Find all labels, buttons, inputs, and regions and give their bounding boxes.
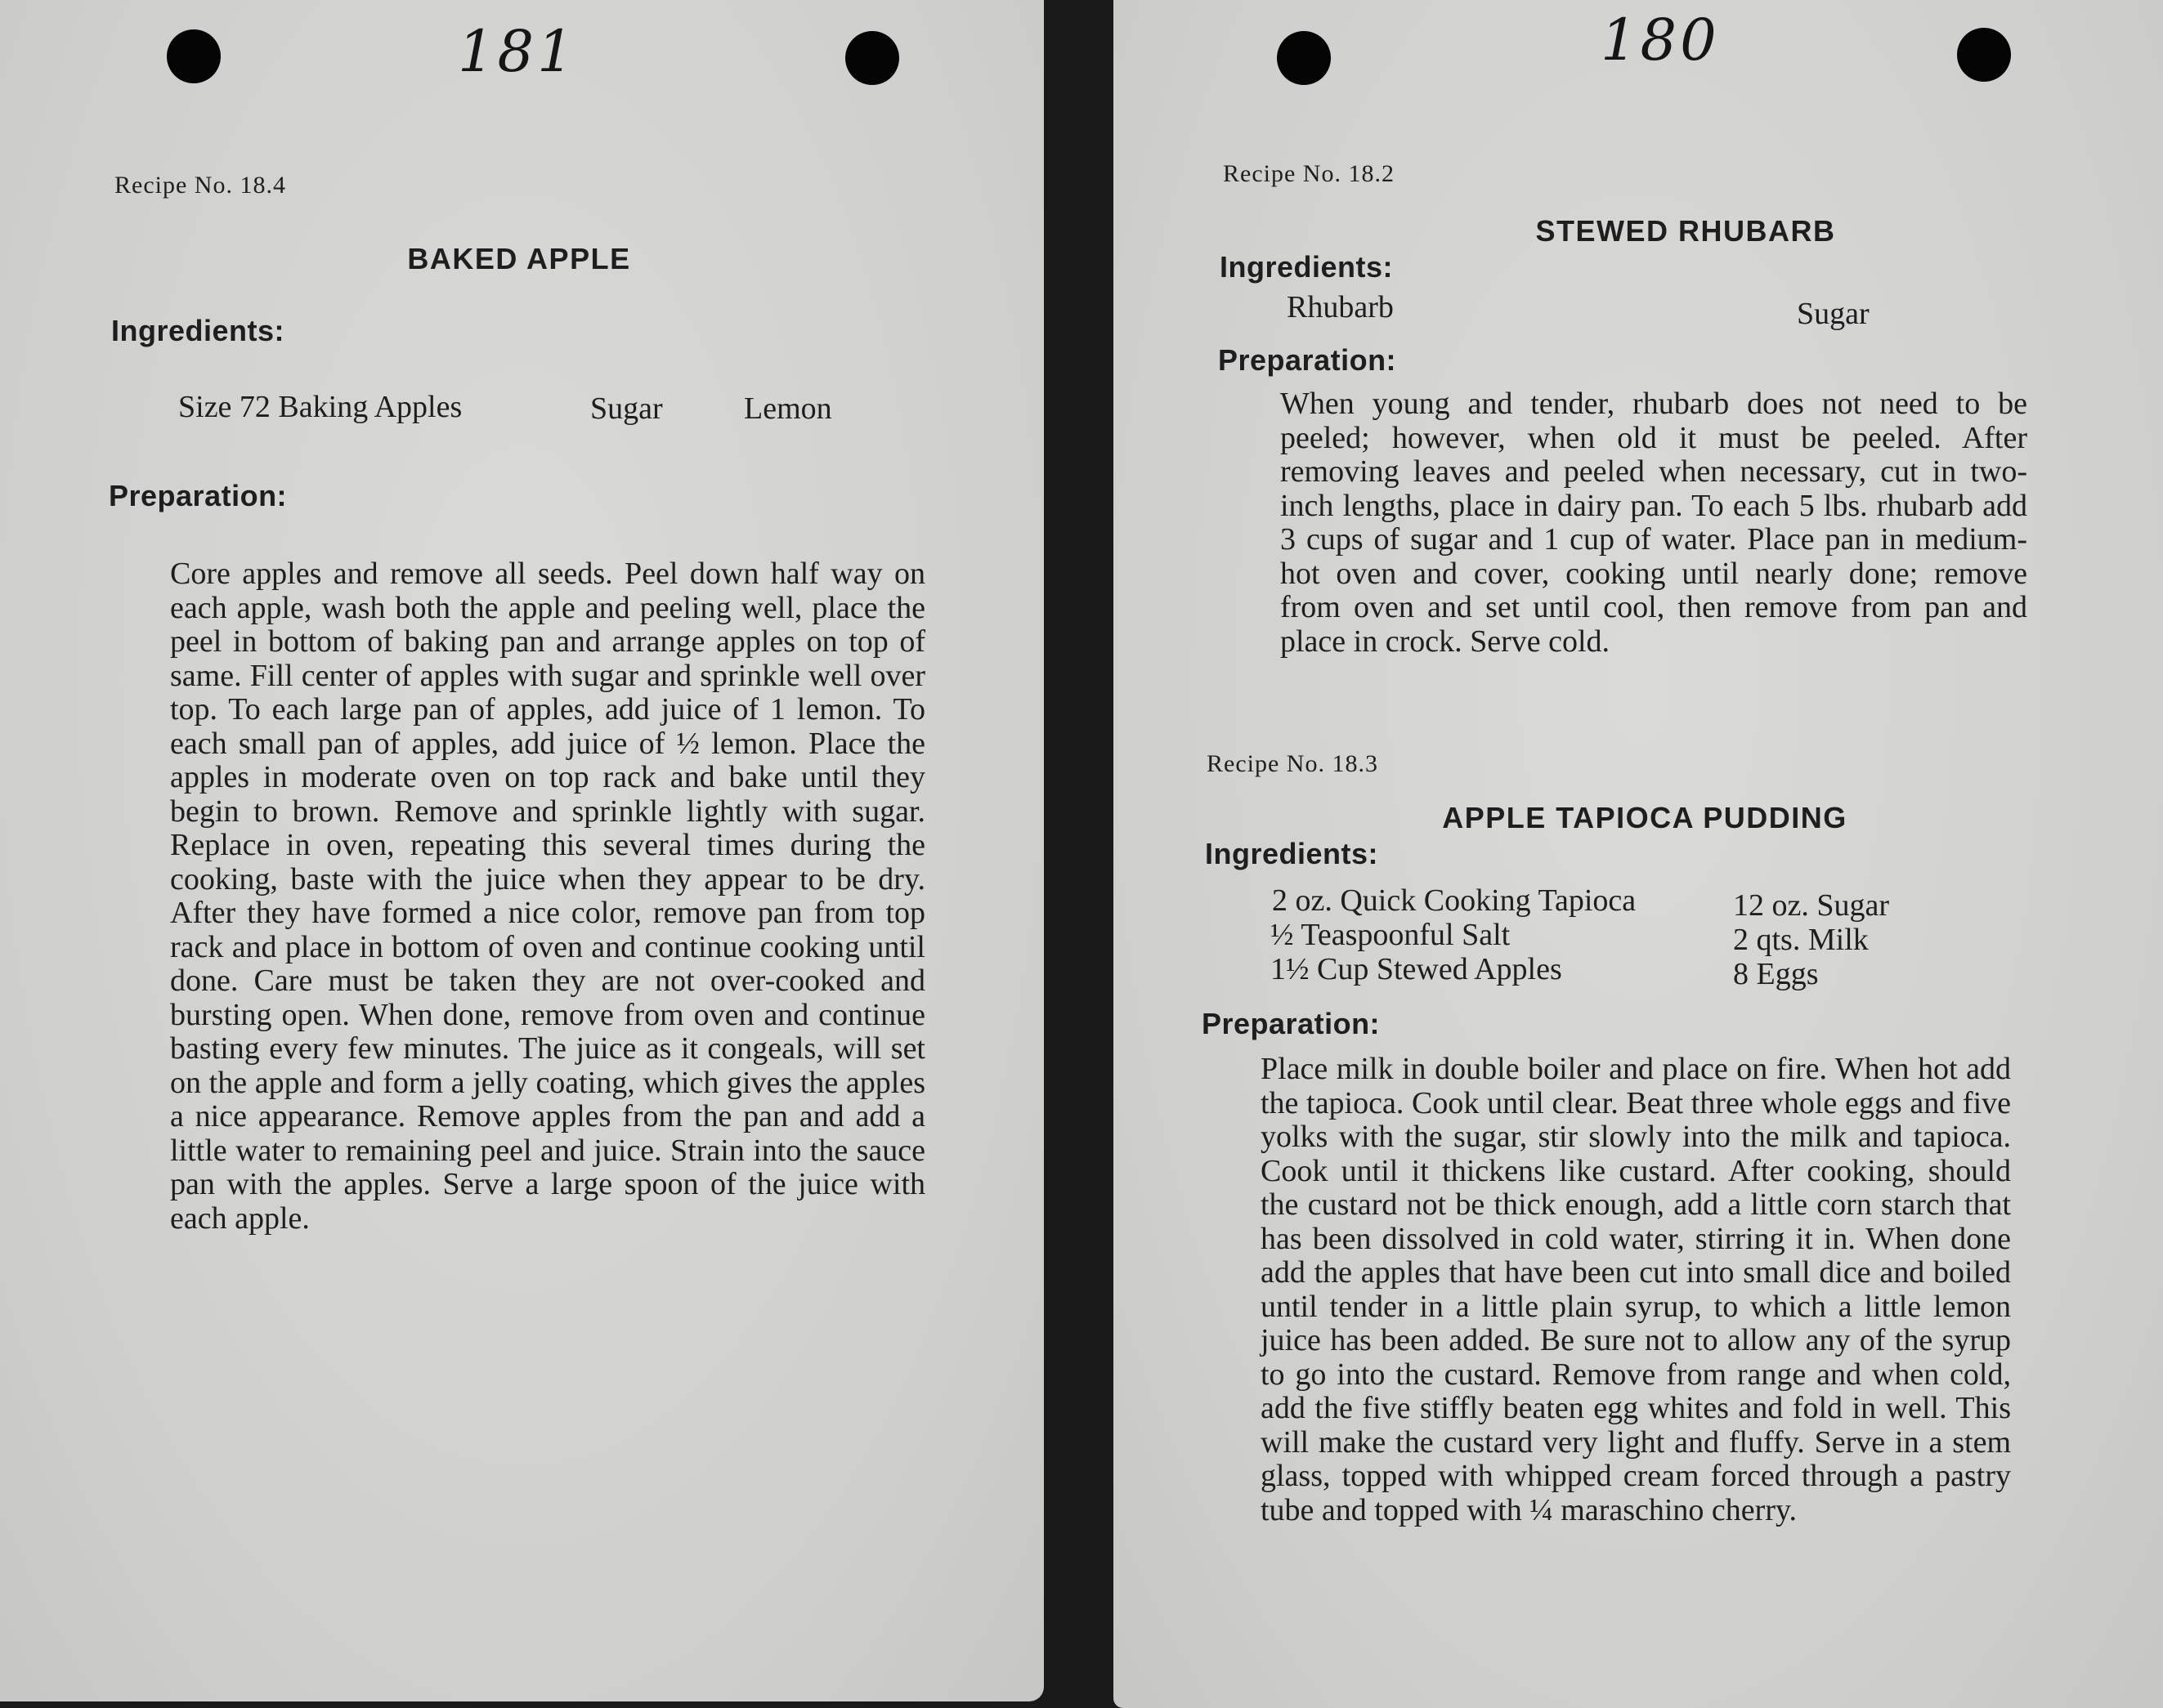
- ingredients-heading: Ingredients:: [1205, 837, 1379, 870]
- punch-hole-left: [167, 29, 221, 83]
- recipe-number: Recipe No. 18.2: [1223, 160, 1395, 187]
- preparation-text: Core apples and remove all seeds. Peel down half way on each apple, wash both the apple and peeling well, place the peel in bottom of baking pan and arrange apples on top of same. Fill center of apples with sugar and sprinkle well over top. To each large pan of apples, add juice of 1 lemon. To each small pan of apples, add juice of ½ lemon. Place the apples in moderate oven on top rack and bake until they begin to brown. Remove and sprinkle lightly with sugar. Replace in oven, repeating this several times during the cooking, baste with the juice when they appear to be dry. After they have formed a nice color, remove pan from top rack and place in bottom of oven and continue cooking until done. Care must be taken they are not over-cooked and bursting open. When done, remove from oven and continue basting every few minutes. The juice as it congeals, will set on the apple and form a jelly coating, which gives the apples a nice appearance. Remove apples from the pan and add a little water to remaining peel and juice. Strain into the sauce pan with the apples. Serve a large spoon of the juice with each apple.: [170, 557, 925, 1236]
- ingredient-item: 2 qts. Milk: [1733, 923, 1869, 957]
- recipe-number: Recipe No. 18.3: [1207, 750, 1378, 777]
- ingredient-item: 2 oz. Quick Cooking Tapioca: [1272, 883, 1637, 918]
- preparation-text: When young and tender, rhubarb does not need to be peeled; however, when old it must be peeled. After removing leaves and peeled when necessary, cut in two-inch lengths, place in dairy pan. To each 5 lbs. rhubarb add 3 cups of sugar and 1 cup of water. Place pan in medium-hot oven and cover, cooking until nearly done; remove from oven and set until cool, then remove from pan and place in crock. Serve cold.: [1280, 387, 2027, 659]
- preparation-heading: Preparation:: [1218, 343, 1397, 377]
- ingredients-heading: Ingredients:: [111, 314, 285, 347]
- ingredient-item: 8 Eggs: [1733, 957, 1819, 991]
- punch-hole-left: [1277, 31, 1331, 85]
- ingredient-item: Rhubarb: [1287, 290, 1394, 324]
- ingredient-item: 12 oz. Sugar: [1733, 888, 1890, 923]
- ingredient-item: Sugar: [1797, 297, 1870, 331]
- preparation-heading: Preparation:: [1202, 1007, 1381, 1040]
- page-number: 180: [1601, 7, 1720, 74]
- recipe-card-left: [0, 0, 1044, 1701]
- page-number: 181: [458, 18, 577, 85]
- recipe-title: APPLE TAPIOCA PUDDING: [1442, 801, 1847, 834]
- ingredient-item: Sugar: [590, 391, 663, 426]
- ingredient-item: Size 72 Baking Apples: [178, 390, 463, 424]
- recipe-card-right: [1113, 0, 2163, 1708]
- ingredient-item: Lemon: [744, 391, 832, 426]
- recipe-number: Recipe No. 18.4: [114, 172, 286, 199]
- recipe-title: BAKED APPLE: [407, 242, 631, 275]
- ingredients-heading: Ingredients:: [1220, 250, 1394, 284]
- ingredient-item: ½ Teaspoonful Salt: [1270, 918, 1511, 952]
- punch-hole-right: [845, 31, 899, 85]
- preparation-text: Place milk in double boiler and place on fire. When hot add the tapioca. Cook until clear. Beat three whole eggs and five yolks with the sugar, stir slowly into the milk and tapioca. Cook until it thickens like custard. After cooking, should the custard not be thick enough, add a little corn starch that has been dissolved in cold water, stirring it in. When done add the apples that have been cut into small dice and boiled until tender in a little plain syrup, to which a little lemon juice has been added. Be sure not to allow any of the syrup to go into the custard. Remove from range and when cold, add the five stiffly beaten egg whites and fold in well. This will make the custard very light and fluffy. Serve in a stem glass, topped with whipped cream forced through a pastry tube and topped with ¼ maraschino cherry.: [1261, 1052, 2011, 1527]
- ingredient-item: 1½ Cup Stewed Apples: [1270, 952, 1562, 986]
- recipe-title: STEWED RHUBARB: [1535, 214, 1836, 248]
- preparation-heading: Preparation:: [109, 479, 288, 512]
- punch-hole-right: [1957, 28, 2011, 82]
